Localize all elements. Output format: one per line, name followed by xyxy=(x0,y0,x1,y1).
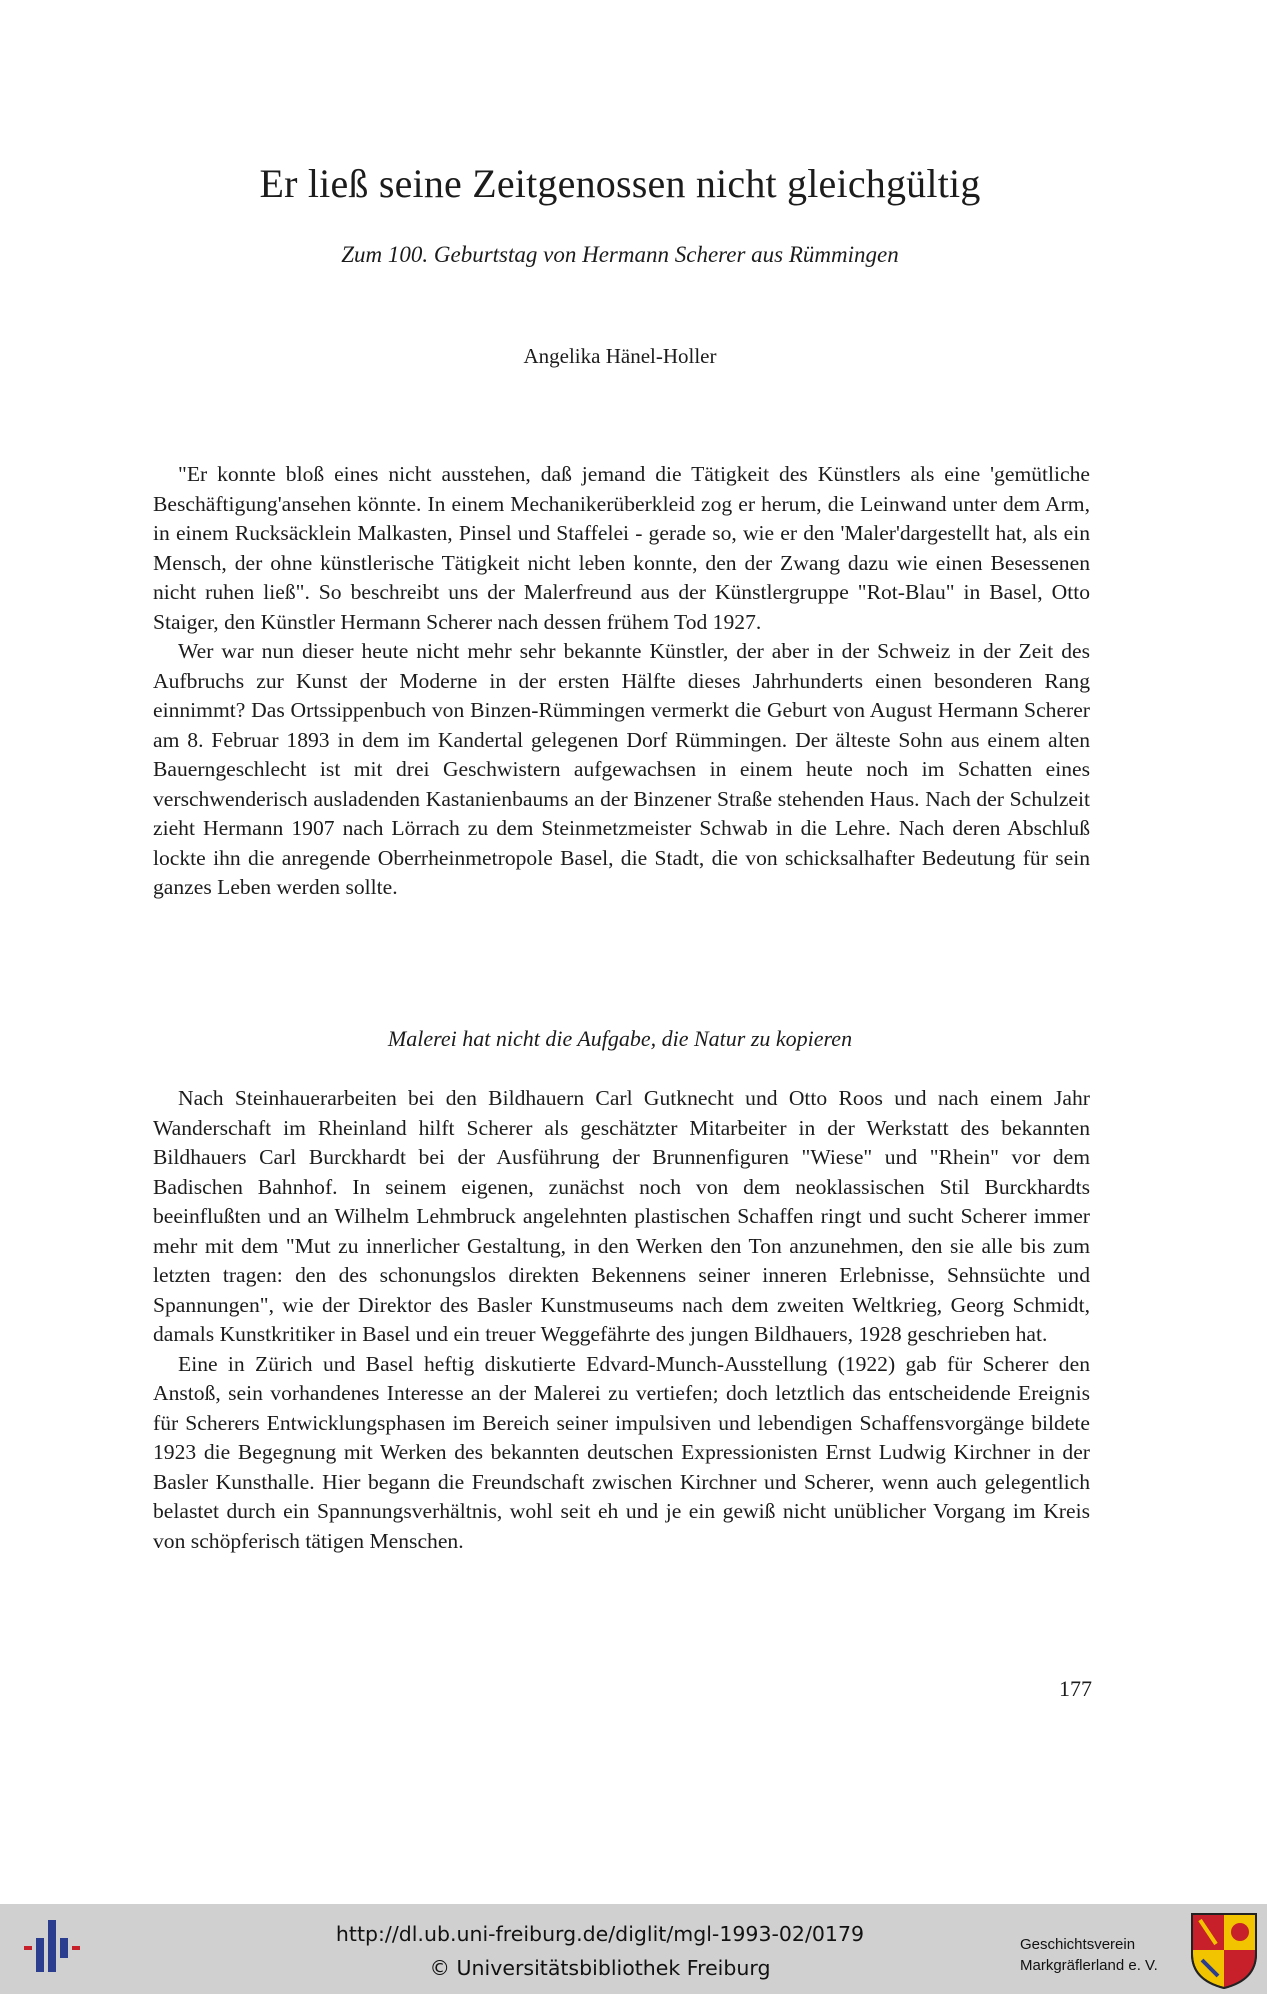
coat-of-arms-icon xyxy=(1188,1910,1260,1990)
document-url-link[interactable]: http://dl.ub.uni-freiburg.de/diglit/mgl-1993-02/0179 xyxy=(335,1922,865,1946)
section-heading: Malerei hat nicht die Aufgabe, die Natur zu kopieren xyxy=(387,1026,853,1051)
section-malerei xyxy=(153,1084,1090,1556)
organization-line-2: Markgräflerland e. V. xyxy=(1020,1957,1158,1974)
library-logo-icon[interactable] xyxy=(22,1916,84,1978)
paragraph: Eine in Zürich und Basel heftig diskutierte Edvard-Munch-Ausstellung (1922) gab für Scherer den Anstoß, sein vorhandenes Interesse an der Malerei zu vertiefen; doch letztlich das entscheidende Ereignis für Scherers Entwicklungsphasen im Bereich seiner impulsiven und lebendigen Schaffensvorgänge bildete 1923 die Begegnung mit Werken des bekannten deutschen Expressionisten Ernst Ludwig Kirchner in der Basler Kunsthalle. Hier begann die Freundschaft zwischen Kirchner und Scherer, wenn auch gelegentlich belastet durch ein Spannungsverhältnis, wohl seit eh und je ein gewiß nicht unüblicher Vorgang im Kreis von schöpferisch tätigen Menschen. xyxy=(153,1351,1090,1553)
author-name: Angelika Hänel-Holler xyxy=(523,344,717,368)
paragraph: Wer war nun dieser heute nicht mehr sehr bekannte Künstler, der aber in der Schweiz in der Zeit des Aufbruchs zur Kunst der Moderne in der ersten Hälfte dieses Jahrhunderts einen besonderen Rang einnimmt? Das Ortssippenbuch von Binzen-Rümmingen vermerkt die Geburt von August Hermann Scherer am 8. Februar 1893 in dem im Kandertal gelegenen Dorf Rümmingen. Der älteste Sohn aus einem alten Bauerngeschlecht ist mit drei Geschwistern aufgewachsen in einem heute noch im Schatten eines verschwenderisch ausladenden Kastanienbaums an der Binzener Straße stehenden Haus. Nach der Schulzeit zieht Hermann 1907 nach Lörrach zu dem Steinmetzmeister Schwab in die Lehre. Nach deren Abschluß lockte ihn die anregende Oberrheinmetropole Basel, die Stadt, die von schicksalhafter Bedeutung für sein ganzes Leben werden sollte. xyxy=(153,639,1090,899)
copyright-text: © Universitätsbibliothek Freiburg xyxy=(429,1956,771,1980)
organization-line-1: Geschichtsverein xyxy=(1020,1936,1136,1953)
section-intro xyxy=(153,460,1090,903)
page-number: 177 xyxy=(1059,1676,1092,1701)
footer-bar xyxy=(0,1904,1267,1994)
page-subtitle: Zum 100. Geburtstag von Hermann Scherer aus Rümmingen xyxy=(341,242,899,267)
paragraph: "Er konnte bloß eines nicht ausstehen, daß jemand die Tätigkeit des Künstlers als eine 'gemütliche Beschäftigung'ansehen könnte. In einem Mechanikerüberkleid zog er herum, die Leinwand unter dem Arm, in einem Rucksäcklein Malkasten, Pinsel und Staffelei - gerade so, wie er den 'Maler'dargestellt hat, als ein Mensch, der ohne künstlerische Tätigkeit nicht leben konnte, den der Zwang dazu wie einen Besessenen nicht ruhen ließ". So beschreibt uns der Malerfreund aus der Künstlergruppe "Rot-Blau" in Basel, Otto Staiger, den Künstler Hermann Scherer nach dessen frühem Tod 1927. xyxy=(153,462,1090,634)
organization-name xyxy=(1020,1934,1158,1976)
paragraph: Nach Steinhauerarbeiten bei den Bildhauern Carl Gutknecht und Otto Roos und nach einem Jahr Wanderschaft im Rheinland hilft Scherer als geschätzter Mitarbeiter in der Werkstatt des bekannten Bildhauers Carl Burckhardt bei der Ausführung der Brunnenfiguren "Wiese" und "Rhein" vor dem Badischen Bahnhof. In seinem eigenen, zunächst noch von dem neoklassischen Stil Burckhardts beeinflußten und an Wilhelm Lehmbruck angelehnten plastischen Schaffen ringt und sucht Scherer immer mehr mit dem "Mut zu innerlicher Gestaltung, in den Werken den Ton anzunehmen, den sie alle bis zum letzten tragen: den des schonungslos direkten Bekennens seiner inneren Erlebnisse, Sehnsüchte und Spannungen", wie der Direktor des Basler Kunstmuseums nach dem zweiten Weltkrieg, Georg Schmidt, damals Kunstkritiker in Basel und ein treuer Weggefährte des jungen Bildhauers, 1928 geschrieben hat. xyxy=(153,1086,1090,1346)
page-title: Er ließ seine Zeitgenossen nicht gleichgültig xyxy=(259,161,981,206)
